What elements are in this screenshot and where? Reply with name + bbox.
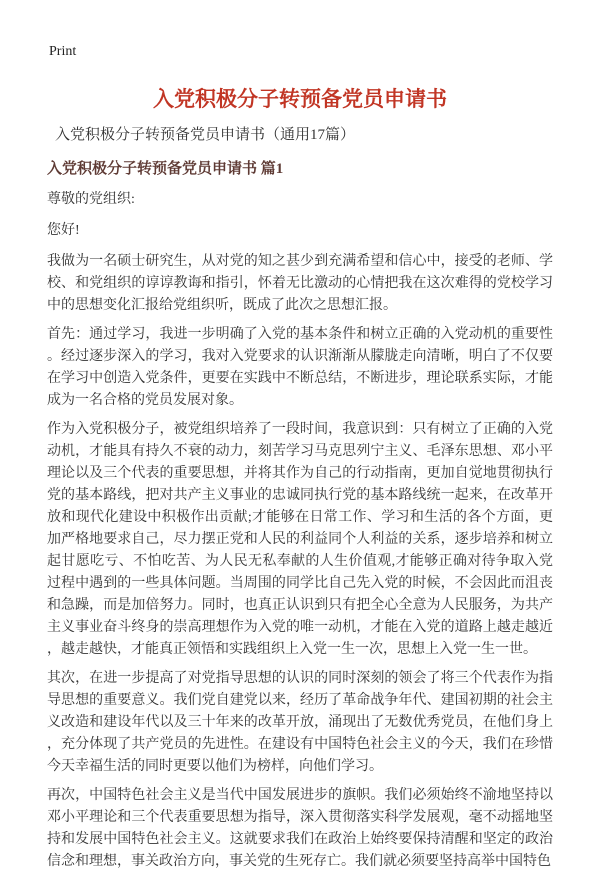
paragraph: 作为入党积极分子，被党组织培养了一段时间，我意识到：只有树立了正确的入党动机，才能具有持久不衰的动力，刻苦学习马克思列宁主义、毛泽东思想、邓小平理论以及三个代表的重要思想，并将其作为自己的行动指南，更加自觉地贯彻执行党的基本路线，把对共产主义事业的忠诚同执行党的基本路线统一起来，在改革开放和现代化建设中积极作出贡献;才能够在日常工作、学习和生活的各个方面，更加严格地要求自己，尽力摆正党和人民的利益同个人利益的关系，逐步培养和树立起甘愿吃亏、不怕吃苦、为人民无私奉献的人生价值观,才能够正确对待争取入党过程中遇到的一些具体问题。当周围的同学比自己先入党的时候，不会因此而沮丧和急躁，而是加倍努力。同时，也真正认识到只有把全心全意为人民服务，为共产主义事业奋斗终身的崇高理想作为入党的唯一动机，才能在入党的道路上越走越近，越走越快，才能真正领悟和实践组织上入党一生一次，思想上入党一生一世。: [47, 422, 553, 657]
paragraph: 其次，在进一步提高了对党指导思想的认识的同时深刻的领会了将三个代表作为指导思想的重要意义。我们党自建党以来，经历了革命战争年代、建国初期的社会主义改造和建设年代以及三十年来的改革开放，涌现出了无数优秀党员，在他们身上，充分体现了共产党员的先进性。在建设有中国特色社会主义的今天，我们在珍惜今天幸福生活的同时更要以他们为榜样，向他们学习。: [47, 671, 553, 774]
greeting: 您好!: [47, 223, 80, 238]
body-paragraphs: [47, 251, 553, 873]
document-subtitle: 入党积极分子转预备党员申请书（通用17篇）: [55, 127, 356, 143]
section-heading: 入党积极分子转预备党员申请书 篇1: [47, 161, 284, 177]
paragraph: 我做为一名硕士研究生，从对党的知之甚少到充满希望和信心中，接受的老师、学校、和党组织的谆谆教诲和指引，怀着无比激动的心情把我在这次难得的党校学习中的思想变化汇报给党组织听，既成了此次之思想汇报。: [47, 254, 553, 313]
salutation: 尊敬的党组织:: [47, 192, 135, 207]
print-link[interactable]: Print: [49, 44, 77, 59]
paragraph: 首先：通过学习，我进一步明确了入党的基本条件和树立正确的入党动机的重要性。经过逐步深入的学习，我对入党要求的认识渐渐从朦胧走向清晰，明白了不仅要在学习中创造入党条件，更要在实践中不断总结，不断进步，理论联系实际，才能成为一名合格的党员发展对象。: [47, 327, 553, 408]
paragraph: 再次，中国特色社会主义是当代中国发展进步的旗帜。我们必须始终不渝地坚持以邓小平理论和三个代表重要思想为指导，深入贯彻落实科学发展观，毫不动摇地坚持和发展中国特色社会主义。这就要求我们在政治上始终要保持清醒和坚定的政治信念和理想，事关政治方向，事关党的生死存亡。我们就必须要坚持高举中国特色: [47, 788, 553, 869]
document-title: 入党积极分子转预备党员申请书: [153, 87, 447, 111]
